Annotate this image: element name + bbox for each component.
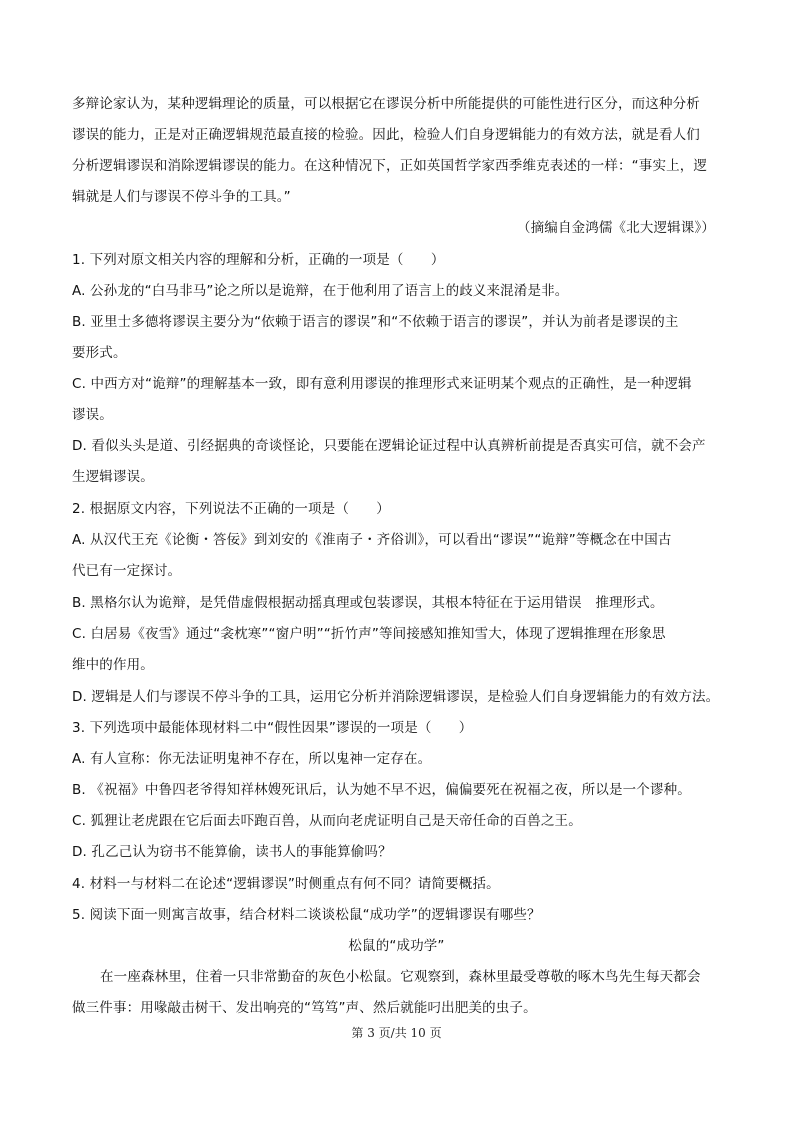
question-2-option-c-cont: 维中的作用。 <box>72 657 154 673</box>
question-2-option-a-cont: 代已有一定探讨。 <box>72 563 182 579</box>
question-1-stem: 1. 下列对原文相关内容的理解和分析，正确的一项是（ ） <box>72 252 445 268</box>
question-3-option-b: B. 《祝福》中鲁四老爷得知祥林嫂死讯后，认为她不早不迟，偏偏要死在祝福之夜，所以是一个谬种。 <box>72 782 691 798</box>
question-3-stem: 3. 下列选项中最能体现材料二中“假性因果”谬误的一项是（ ） <box>72 720 473 736</box>
question-1-option-d-cont: 生逻辑谬误。 <box>72 469 154 485</box>
question-3-option-d: D. 孔乙己认为窃书不能算偷，读书人的事能算偷吗？ <box>72 844 392 860</box>
question-2-option-d: D. 逻辑是人们与谬误不停斗争的工具，运用它分析并消除逻辑谬误，是检验人们自身逻辑能力的有效方法。 <box>72 689 720 705</box>
page-number: 第 3 页/共 10 页 <box>351 1026 442 1040</box>
passage-line: 多辩论家认为，某种逻辑理论的质量，可以根据它在谬误分析中所能提供的可能性进行区分，而这种分析 <box>72 96 700 112</box>
question-1-option-b: B. 亚里士多德将谬误主要分为“依赖于语言的谬误”和“不依赖于语言的谬误”，并认为前者是谬误的主 <box>72 314 679 330</box>
question-2-stem: 2. 根据原文内容，下列说法不正确的一项是（ ） <box>72 501 390 517</box>
question-2-option-c: C. 白居易《夜雪》通过“衾枕寒”“窗户明”“折竹声”等间接感知推知雪大，体现了逻辑推理在形象思 <box>72 626 666 642</box>
source-citation: （摘编自金鸿儒《北大逻辑课》） <box>517 220 715 236</box>
question-1-option-a: A. 公孙龙的“白马非马”论之所以是诡辩，在于他利用了语言上的歧义来混淆是非。 <box>72 283 569 299</box>
story-title: 松鼠的“成功学” <box>348 938 445 954</box>
question-5: 5. 阅读下面一则寓言故事，结合材料二谈谈松鼠“成功学”的逻辑谬误有哪些？ <box>72 907 541 923</box>
question-4: 4. 材料一与材料二在论述“逻辑谬误”时侧重点有何不同？请简要概括。 <box>72 876 500 892</box>
story-paragraph-line: 做三件事：用喙敲击树干、发出响亮的“笃笃”声、然后就能叼出肥美的虫子。 <box>72 1000 537 1016</box>
question-2-option-a: A. 从汉代王充《论衡・答佞》到刘安的《淮南子・齐俗训》，可以看出“谬误”“诡辩”等概念在中国古 <box>72 532 672 548</box>
question-1-option-b-cont: 要形式。 <box>72 345 127 361</box>
passage-line: 谬误的能力，正是对正确逻辑规范最直接的检验。因此，检验人们自身逻辑能力的有效方法，就是看人们 <box>72 127 700 143</box>
story-paragraph-line: 在一座森林里，住着一只非常勤奋的灰色小松鼠。它观察到，森林里最受尊敬的啄木鸟先生每天都会 <box>100 969 701 985</box>
question-1-option-c-cont: 谬误。 <box>72 407 113 423</box>
passage-line: 辑就是人们与谬误不停斗争的工具。” <box>72 189 291 205</box>
question-1-option-c: C. 中西方对“诡辩”的理解基本一致，即有意利用谬误的推理形式来证明某个观点的正确性，是一种逻辑 <box>72 376 692 392</box>
question-1-option-d: D. 看似头头是道、引经据典的奇谈怪论，只要能在逻辑论证过程中认真辨析前提是否真实可信，就不会产 <box>72 438 706 454</box>
question-3-option-a: A. 有人宣称：你无法证明鬼神不存在，所以鬼神一定存在。 <box>72 751 432 767</box>
passage-line: 分析逻辑谬误和消除逻辑谬误的能力。在这种情况下，正如英国哲学家西季维克表述的一样：“事实上，逻 <box>72 158 708 174</box>
question-3-option-c: C. 狐狸让老虎跟在它后面去吓跑百兽，从而向老虎证明自己是天帝任命的百兽之王。 <box>72 813 582 829</box>
question-2-option-b: B. 黑格尔认为诡辩，是凭借虚假根据动摇真理或包装谬误，其根本特征在于运用错误 推理形式。 <box>72 595 664 611</box>
